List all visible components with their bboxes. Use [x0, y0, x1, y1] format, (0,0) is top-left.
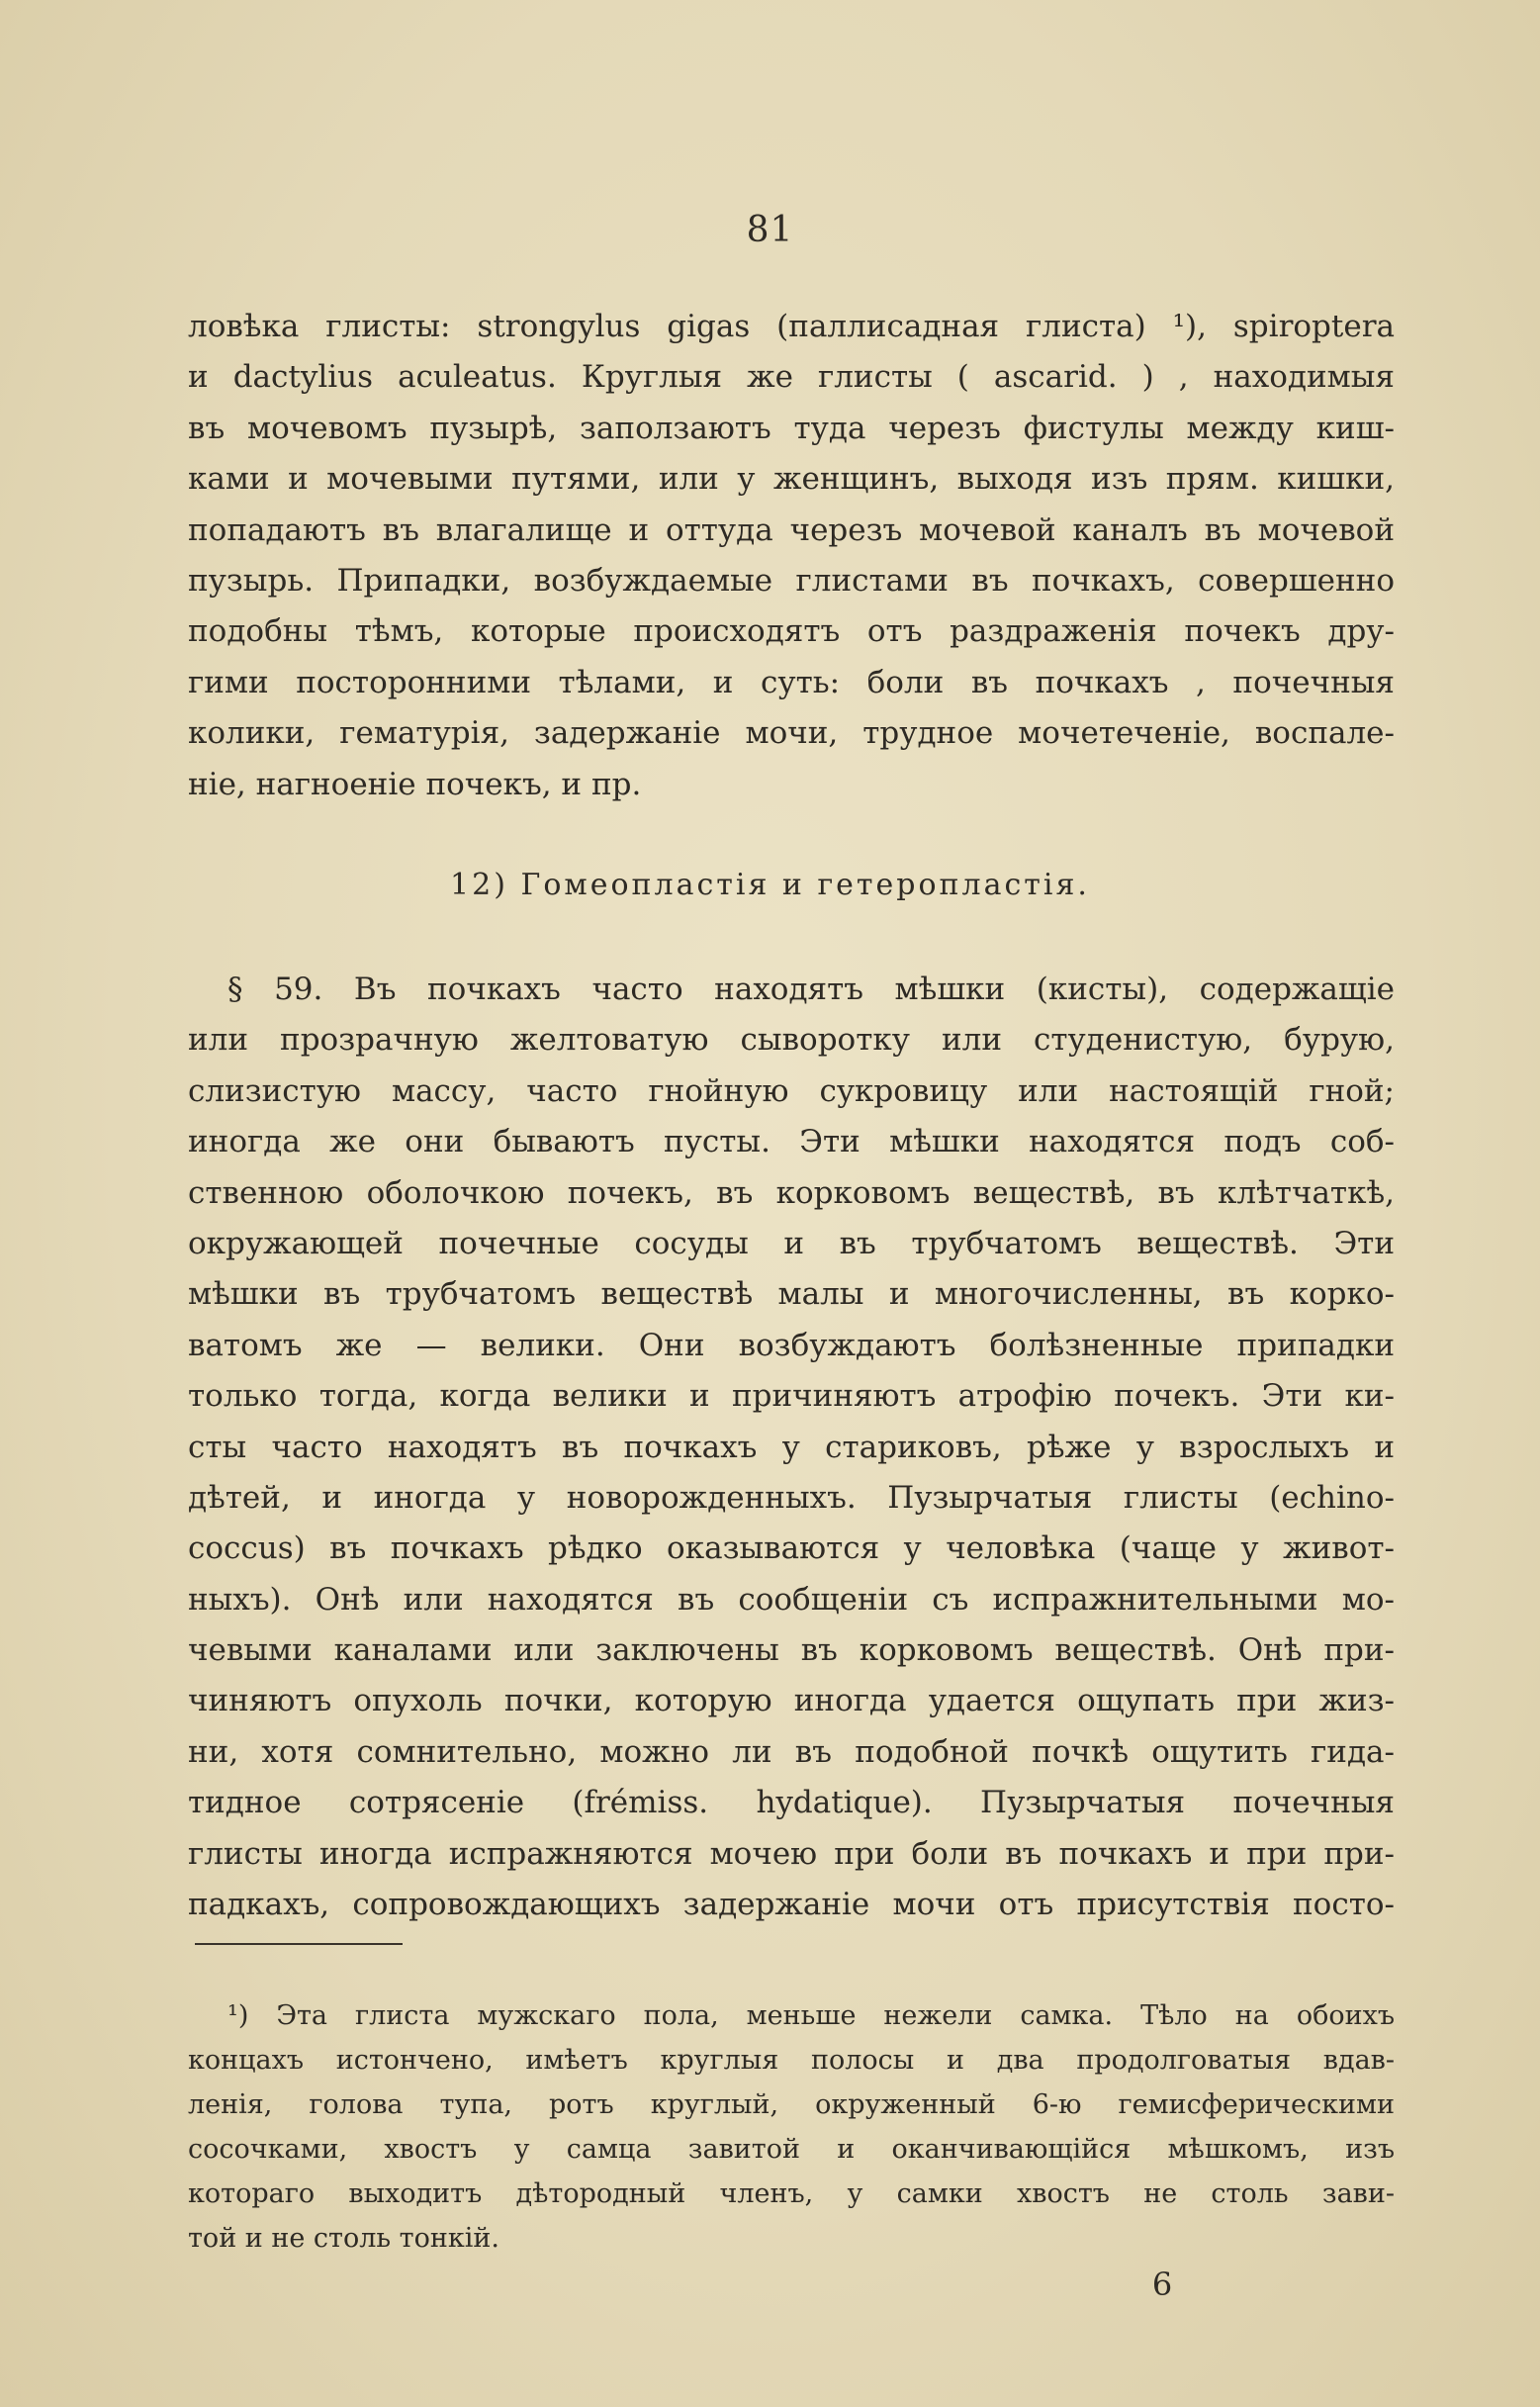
text-line: тидное сотрясеніе (frémiss. hydatique). Пузырчатыя почечныя — [188, 1785, 1395, 1821]
text-line: ніе, нагноеніе почекъ, и пр. — [188, 766, 642, 802]
text-line: дѣтей, и иногда у новорожденныхъ. Пузырчатыя глисты (echino- — [188, 1479, 1395, 1516]
text-line: колики, гематурія, задержаніе мочи, трудное мочетеченіе, воспале- — [188, 715, 1395, 752]
footnote-line: котораго выходитъ дѣтородный членъ, у самки хвостъ не столь зави- — [188, 2178, 1395, 2209]
footnote-line: той и не столь тонкій. — [188, 2223, 499, 2254]
text-line: coccus) въ почкахъ рѣдко оказываются у человѣка (чаще у живот- — [188, 1530, 1395, 1567]
text-line: только тогда, когда велики и причиняютъ атрофію почекъ. Эти ки- — [188, 1378, 1395, 1415]
text-line: и dactylius aculeatus. Круглыя же глисты ( ascarid. ) , находимыя — [188, 359, 1395, 396]
footnote-line: ¹) Эта глиста мужскаго пола, меньше нежели самка. Тѣло на обоихъ — [227, 2000, 1395, 2031]
signature-mark: 6 — [1151, 2266, 1173, 2303]
text-line: § 59. Въ почкахъ часто находятъ мѣшки (кисты), содержащіе — [227, 972, 1395, 1007]
text-line: иногда же они бываютъ пусты. Эти мѣшки находятся подъ соб- — [188, 1124, 1395, 1160]
text-line: попадаютъ въ влагалище и оттуда черезъ мочевой каналъ въ мочевой — [188, 511, 1395, 548]
text-line: сты часто находятъ въ почкахъ у стариковъ, рѣже у взрослыхъ и — [188, 1429, 1395, 1465]
text-line: въ мочевомъ пузырѣ, заползаютъ туда черезъ фистулы между киш- — [188, 410, 1395, 446]
text-line: мѣшки въ трубчатомъ веществѣ малы и многочисленны, въ корко- — [188, 1276, 1395, 1313]
text-line: подобны тѣмъ, которые происходятъ отъ раздраженія почекъ дру- — [188, 613, 1395, 650]
text-line: ныхъ). Онѣ или находятся въ сообщеніи съ испражнительными мо- — [188, 1581, 1395, 1618]
text-line: пузырь. Припадки, возбуждаемые глистами въ почкахъ, совершенно — [188, 562, 1395, 599]
footnote-line: ленія, голова тупа, ротъ круглый, окруженный 6-ю гемисферическими — [188, 2089, 1395, 2120]
text-line: ками и мочевыми путями, или у женщинъ, выходя изъ прям. кишки, — [188, 461, 1395, 498]
text-line: ватомъ же — велики. Они возбуждаютъ болѣзненные припадки — [188, 1327, 1395, 1363]
text-line: падкахъ, сопровождающихъ задержаніе мочи отъ присутствія посто- — [188, 1887, 1395, 1923]
text-line: глисты иногда испражняются мочею при боли въ почкахъ и при при- — [188, 1835, 1395, 1872]
footnote-divider — [195, 1943, 403, 1945]
text-line: ни, хотя сомнительно, можно ли въ подобной почкѣ ощутить гида- — [188, 1733, 1395, 1770]
footnote — [188, 1993, 1395, 2261]
footnote-line: концахъ истончено, имѣетъ круглыя полосы и два продолговатыя вдав- — [188, 2045, 1395, 2076]
paragraph-59 — [188, 965, 1395, 1930]
text-line: ловѣка глисты: strongylus gigas (паллисадная глиста) ¹), spiroptera — [188, 309, 1395, 344]
text-line: или прозрачную желтоватую сыворотку или студенистую, бурую, — [188, 1022, 1395, 1059]
footnote-line: сосочками, хвостъ у самца завитой и оканчивающійся мѣшкомъ, изъ — [188, 2134, 1395, 2165]
page-number: 81 — [746, 210, 794, 250]
paragraph-continuation — [188, 302, 1395, 810]
text-line: чиняютъ опухоль почки, которую иногда удается ощупать при жиз- — [188, 1683, 1395, 1719]
text-line: слизистую массу, часто гнойную сукровицу или настоящій гной; — [188, 1072, 1395, 1109]
text-line: ственною оболочкою почекъ, въ корковомъ веществѣ, въ клѣтчаткѣ, — [188, 1174, 1395, 1211]
text-line: окружающей почечные сосуды и въ трубчатомъ веществѣ. Эти — [188, 1225, 1395, 1261]
text-line: чевыми каналами или заключены въ корковомъ веществѣ. Онѣ при- — [188, 1632, 1395, 1669]
text-line: гими посторонними тѣлами, и суть: боли въ почкахъ , почечныя — [188, 664, 1395, 700]
section-heading: 12) Гомеопластія и гетеропластія. — [450, 868, 1090, 902]
